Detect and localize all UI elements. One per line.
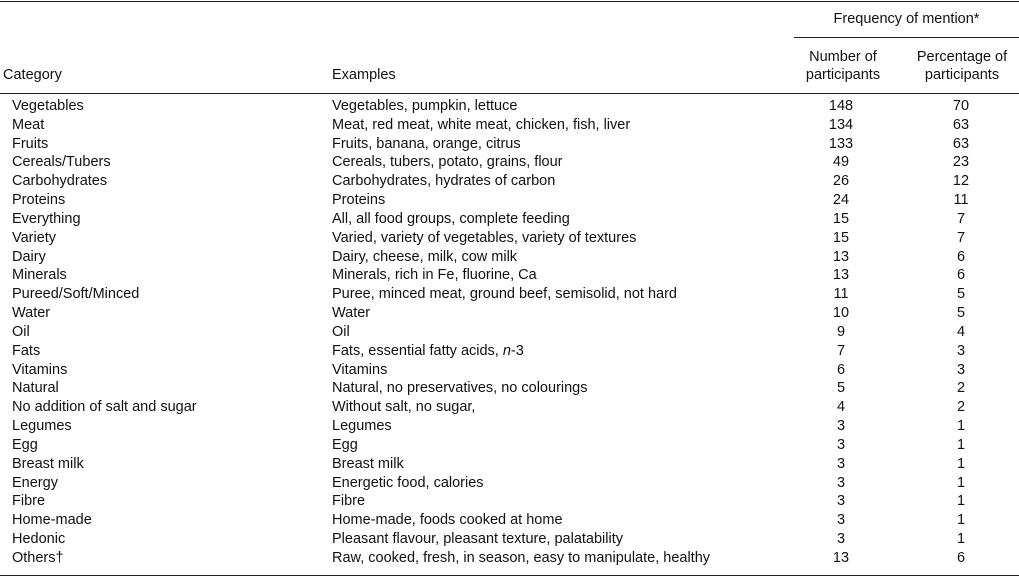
- table-row: [0, 492, 1019, 511]
- category-cell: Breast milk: [12, 455, 84, 472]
- table-row: [0, 474, 1019, 493]
- number-cell: 3: [836, 493, 846, 510]
- category-cell: Fats: [12, 342, 41, 359]
- category-cell: Meat: [12, 116, 45, 133]
- number-cell: 24: [832, 192, 850, 209]
- percentage-cell: 3: [956, 361, 966, 378]
- examples-cell: Carbohydrates, hydrates of carbon: [332, 173, 556, 190]
- percentage-cell: 3: [956, 342, 966, 359]
- examples-cell: Oil: [332, 323, 350, 340]
- percentage-cell: 1: [956, 531, 966, 548]
- examples-cell: Egg: [332, 436, 358, 453]
- examples-cell: Varied, variety of vegetables, variety of textures: [332, 229, 637, 246]
- percentage-cell: 63: [952, 116, 970, 133]
- examples-cell: Raw, cooked, fresh, in season, easy to manipulate, healthy: [332, 549, 711, 566]
- number-cell: 3: [836, 474, 846, 491]
- table-row: [0, 530, 1019, 549]
- percentage-cell: 23: [952, 154, 970, 171]
- table-body: [0, 97, 1019, 568]
- examples-cell: Without salt, no sugar,: [332, 399, 476, 416]
- percentage-cell: 1: [956, 436, 966, 453]
- examples-cell: Energetic food, calories: [332, 474, 484, 491]
- number-cell: 11: [833, 286, 849, 303]
- category-cell: Energy: [12, 474, 58, 491]
- examples-cell: Dairy, cheese, milk, cow milk: [332, 248, 518, 265]
- number-header-line2: participants: [805, 67, 881, 83]
- examples-cell: Vegetables, pumpkin, lettuce: [332, 98, 518, 114]
- examples-cell: Vitamins: [332, 361, 388, 378]
- examples-cell: Cereals, tubers, potato, grains, flour: [332, 154, 563, 171]
- number-cell: 10: [832, 305, 850, 322]
- number-cell: 134: [828, 116, 854, 133]
- table-row: [0, 342, 1019, 361]
- number-cell: 3: [836, 531, 846, 548]
- number-cell: 15: [832, 210, 850, 227]
- table-row: [0, 229, 1019, 248]
- number-cell: 13: [832, 267, 850, 284]
- category-cell: Proteins: [12, 192, 66, 209]
- table-row: [0, 172, 1019, 191]
- table-row: [0, 285, 1019, 304]
- examples-cell: Fats, essential fatty acids, n-3: [332, 342, 524, 359]
- number-cell: 26: [832, 173, 850, 190]
- number-cell: 148: [828, 98, 854, 114]
- percentage-cell: 12: [952, 173, 970, 190]
- table-bottom-rule: [0, 575, 1019, 576]
- category-cell: Natural: [12, 380, 59, 397]
- examples-cell: Fruits, banana, orange, citrus: [332, 135, 521, 152]
- percentage-cell: 70: [952, 98, 970, 114]
- category-cell: Water: [12, 305, 51, 322]
- category-cell: Oil: [12, 323, 30, 340]
- examples-cell: Meat, red meat, white meat, chicken, fish, liver: [332, 116, 631, 133]
- examples-cell: Minerals, rich in Fe, fluorine, Ca: [332, 267, 537, 284]
- category-cell: Egg: [12, 436, 38, 453]
- number-cell: 15: [832, 229, 850, 246]
- category-cell: Hedonic: [12, 531, 66, 548]
- category-cell: No addition of salt and sugar: [12, 399, 197, 416]
- examples-header: Examples: [332, 67, 396, 83]
- table-row: [0, 417, 1019, 436]
- table-row: [0, 455, 1019, 474]
- percentage-cell: 5: [956, 286, 966, 303]
- percentage-cell: 1: [956, 418, 966, 435]
- category-cell: Carbohydrates: [12, 173, 108, 190]
- percentage-cell: 1: [956, 493, 966, 510]
- table-row: [0, 511, 1019, 530]
- number-cell: 133: [828, 135, 854, 152]
- table-row: [0, 549, 1019, 568]
- examples-cell: Natural, no preservatives, no colourings: [332, 380, 588, 397]
- number-cell: 3: [836, 418, 846, 435]
- percentage-cell: 2: [956, 380, 966, 397]
- percentage-cell: 6: [956, 549, 966, 566]
- table-row: [0, 191, 1019, 210]
- category-cell: Everything: [12, 210, 81, 227]
- percentage-cell: 7: [956, 210, 966, 227]
- number-cell: 3: [836, 512, 846, 529]
- category-cell: Minerals: [12, 267, 67, 284]
- number-cell: 49: [832, 154, 850, 171]
- table-top-rule: [0, 1, 1019, 2]
- table-row: [0, 304, 1019, 323]
- category-cell: Fruits: [12, 135, 49, 152]
- number-cell: 3: [836, 455, 846, 472]
- category-cell: Home-made: [12, 512, 92, 529]
- examples-cell: Water: [332, 305, 371, 322]
- examples-cell: Legumes: [332, 418, 392, 435]
- examples-cell: Breast milk: [332, 455, 404, 472]
- examples-cell: Fibre: [332, 493, 366, 510]
- frequency-underline: [794, 37, 1019, 38]
- percentage-cell: 7: [956, 229, 966, 246]
- percentage-header-line1: Percentage of: [916, 49, 1008, 65]
- table-row: [0, 436, 1019, 455]
- percentage-cell: 4: [956, 323, 966, 340]
- percentage-header: [905, 48, 1019, 84]
- category-cell: Dairy: [12, 248, 46, 265]
- number-cell: 9: [836, 323, 846, 340]
- table-row: [0, 116, 1019, 135]
- percentage-cell: 5: [956, 305, 966, 322]
- number-cell: 7: [836, 342, 846, 359]
- percentage-header-line2: participants: [924, 67, 1000, 83]
- number-cell: 13: [832, 549, 850, 566]
- table-row: [0, 398, 1019, 417]
- percentage-cell: 63: [952, 135, 970, 152]
- category-cell: Pureed/Soft/Minced: [12, 286, 140, 303]
- table-row: [0, 135, 1019, 154]
- percentage-cell: 11: [953, 192, 969, 209]
- percentage-cell: 6: [956, 248, 966, 265]
- examples-cell: Proteins: [332, 192, 386, 209]
- category-cell: Legumes: [12, 418, 72, 435]
- frequency-header: Frequency of mention*: [833, 11, 980, 27]
- percentage-cell: 1: [956, 474, 966, 491]
- number-header-line1: Number of: [809, 49, 877, 65]
- percentage-cell: 1: [956, 455, 966, 472]
- examples-cell: Pleasant flavour, pleasant texture, palatability: [332, 531, 623, 548]
- category-cell: Variety: [12, 229, 57, 246]
- number-cell: 4: [836, 399, 846, 416]
- category-cell: Others†: [12, 549, 64, 566]
- number-cell: 6: [836, 361, 846, 378]
- table-row: [0, 248, 1019, 267]
- table-row: [0, 323, 1019, 342]
- table-row: [0, 361, 1019, 380]
- number-cell: 5: [836, 380, 846, 397]
- table-row: [0, 379, 1019, 398]
- table-row: [0, 153, 1019, 172]
- table-row: [0, 97, 1019, 116]
- category-cell: Cereals/Tubers: [12, 154, 111, 171]
- category-cell: Fibre: [12, 493, 46, 510]
- examples-cell: All, all food groups, complete feeding: [332, 210, 570, 227]
- number-header: [794, 48, 892, 84]
- category-cell: Vitamins: [12, 361, 68, 378]
- number-cell: 3: [836, 436, 846, 453]
- percentage-cell: 6: [956, 267, 966, 284]
- header-rule: [0, 93, 1019, 94]
- examples-cell: Home-made, foods cooked at home: [332, 512, 563, 529]
- percentage-cell: 1: [956, 512, 966, 529]
- table-row: [0, 266, 1019, 285]
- percentage-cell: 2: [956, 399, 966, 416]
- category-cell: Vegetables: [12, 98, 84, 114]
- category-header: Category: [3, 67, 62, 83]
- examples-cell: Puree, minced meat, ground beef, semisolid, not hard: [332, 286, 677, 303]
- number-cell: 13: [832, 248, 850, 265]
- table-row: [0, 210, 1019, 229]
